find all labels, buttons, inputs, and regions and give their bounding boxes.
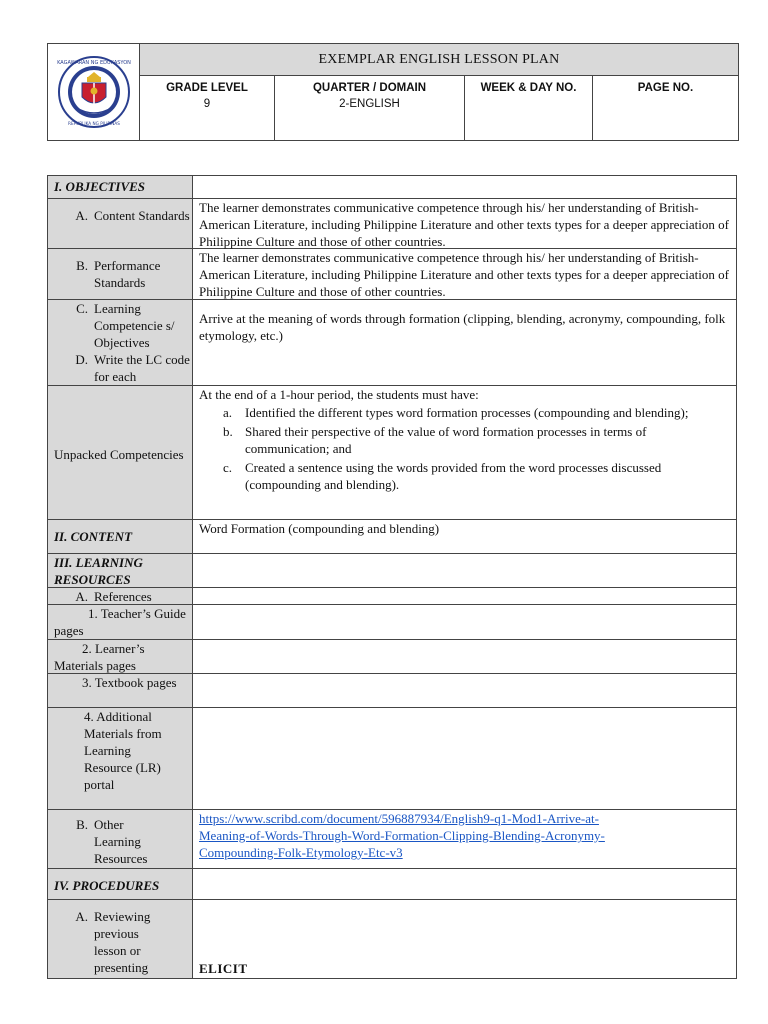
grade-level-label: GRADE LEVEL (166, 82, 248, 94)
objectives-empty-cell (193, 176, 736, 198)
lesson-plan-header (47, 43, 739, 141)
references-marker: A. (75, 589, 88, 604)
performance-standards-row (48, 249, 736, 300)
competencies-label-cell (48, 300, 193, 385)
competencies-marker-d: D. (75, 352, 88, 367)
scribd-link-line-1[interactable]: https://www.scribd.com/document/596887934/English9-q1-Mod1-Arrive-at- (199, 811, 599, 826)
learning-resources-row (48, 554, 736, 588)
references-label: References (94, 589, 152, 604)
procedures-row (48, 869, 736, 900)
unpacked-label-cell (48, 386, 193, 519)
competencies-row (48, 300, 736, 386)
other-resources-label: Other Learning Resources (94, 817, 148, 866)
grade-level-value: 9 (203, 98, 211, 110)
list-item-text: Created a sentence using the words provided from the word processes discussed (compounding and blending). (245, 460, 662, 492)
references-row (48, 588, 736, 605)
learners-materials-label-cell (48, 640, 193, 673)
svg-text:KAGAWARAN NG EDUKASYON: KAGAWARAN NG EDUKASYON (56, 60, 131, 66)
other-resources-row (48, 810, 736, 869)
learning-resources-empty-cell (193, 554, 736, 587)
list-item (217, 423, 732, 457)
list-item-marker: b. (223, 424, 233, 439)
unpacked-label: Unpacked Competencies (54, 447, 184, 462)
page-no-label: PAGE NO. (637, 82, 694, 94)
svg-text:REPUBLIKA NG PILIPINAS: REPUBLIKA NG PILIPINAS (67, 121, 120, 126)
additional-materials-empty-cell (193, 708, 736, 809)
objectives-heading: I. OBJECTIVES (48, 176, 193, 198)
grade-level-cell (140, 76, 275, 140)
list-item-text: Identified the different types word formation processes (compounding and blending); (245, 405, 689, 420)
references-empty-cell (193, 588, 736, 604)
quarter-domain-label: QUARTER / DOMAIN (312, 82, 427, 94)
competencies-label-c: Learning Competencie s/ Objectives (94, 301, 175, 350)
other-resources-label-cell (48, 810, 193, 868)
list-item-marker: a. (223, 405, 233, 420)
competencies-label-d: Write the LC code for each (94, 352, 190, 384)
content-text: Word Formation (compounding and blending) (199, 521, 440, 536)
additional-materials-label-cell (48, 708, 193, 809)
reviewing-row (48, 900, 736, 978)
textbook-row (48, 674, 736, 708)
learners-materials-empty-cell (193, 640, 736, 673)
performance-standards-text: The learner demonstrates communicative competence through his/ her understanding of British-American Literature, including Philippine Literature and other texts types for a deeper appreciation of Philippine Culture and those of other countries. (199, 250, 729, 299)
quarter-domain-value: 2-ENGLISH (339, 98, 400, 110)
textbook-label: 3. Textbook pages (82, 675, 177, 690)
teachers-guide-label-cell (48, 605, 193, 639)
unpacked-competencies-row (48, 386, 736, 520)
week-day-label: WEEK & DAY NO. (480, 82, 577, 94)
learning-resources-heading: III. LEARNING RESOURCES (48, 554, 193, 587)
textbook-label-cell (48, 674, 193, 707)
week-day-cell (465, 76, 593, 140)
content-row (48, 520, 736, 554)
content-standards-label-cell (48, 199, 193, 248)
lesson-plan-table (47, 175, 737, 979)
content-heading: II. CONTENT (48, 520, 193, 553)
procedures-empty-cell (193, 869, 736, 899)
content-standards-marker: A. (75, 208, 88, 223)
reviewing-label-cell (48, 900, 193, 978)
unpacked-content-cell (193, 386, 736, 519)
content-standards-label: Content Standards (94, 208, 190, 223)
list-item (217, 459, 732, 493)
learners-materials-row (48, 640, 736, 674)
competencies-text: Arrive at the meaning of words through formation (clipping, blending, acronymy, compounding, folk etymology, etc.) (199, 311, 726, 343)
teachers-guide-empty-cell (193, 605, 736, 639)
references-label-cell (48, 588, 193, 604)
quarter-domain-cell (275, 76, 465, 140)
unpacked-intro: At the end of a 1-hour period, the students must have: (199, 387, 479, 402)
list-item-text: Shared their perspective of the value of word formation processes in terms of communication; and (245, 424, 647, 456)
scribd-link-line-2[interactable]: Meaning-of-Words-Through-Word-Formation-Clipping-Blending-Acronymy- (199, 828, 605, 843)
other-resources-link-cell (193, 810, 736, 868)
reviewing-label: Reviewing previous lesson or presenting (94, 909, 151, 975)
learners-materials-label: 2. Learner’s Materials pages (54, 641, 145, 673)
list-item (217, 404, 732, 421)
content-standards-row (48, 199, 736, 249)
lesson-plan-title: EXEMPLAR ENGLISH LESSON PLAN (140, 44, 738, 76)
scribd-link-line-3[interactable]: Compounding-Folk-Etymology-Etc-v3 (199, 845, 403, 860)
performance-standards-marker: B. (76, 258, 88, 273)
content-standards-text: The learner demonstrates communicative competence through his/ her understanding of British-American Literature, including Philippine Literature and other texts types for a deeper appreciation of Philippine Culture and those of other countries. (199, 200, 729, 249)
other-resources-marker: B. (76, 817, 88, 832)
additional-materials-label: 4. Additional Materials from Learning Resource (LR) portal (84, 709, 162, 792)
teachers-guide-row (48, 605, 736, 640)
competencies-marker-c: C. (76, 301, 88, 316)
reviewing-marker: A. (75, 909, 88, 924)
teachers-guide-label: 1. Teacher’s Guide pages (54, 606, 186, 638)
textbook-empty-cell (193, 674, 736, 707)
performance-standards-label: Performance Standards (94, 258, 161, 290)
reviewing-content-cell (193, 900, 736, 978)
performance-standards-label-cell (48, 249, 193, 299)
unpacked-list (199, 404, 732, 493)
list-item-marker: c. (223, 460, 233, 475)
deped-seal-icon (57, 55, 131, 129)
elicit-heading: ELICIT (199, 961, 248, 976)
page-no-cell (593, 76, 738, 140)
procedures-heading: IV. PROCEDURES (48, 869, 193, 899)
objectives-row (48, 176, 736, 199)
additional-materials-row (48, 708, 736, 810)
deped-seal-cell (48, 44, 140, 140)
